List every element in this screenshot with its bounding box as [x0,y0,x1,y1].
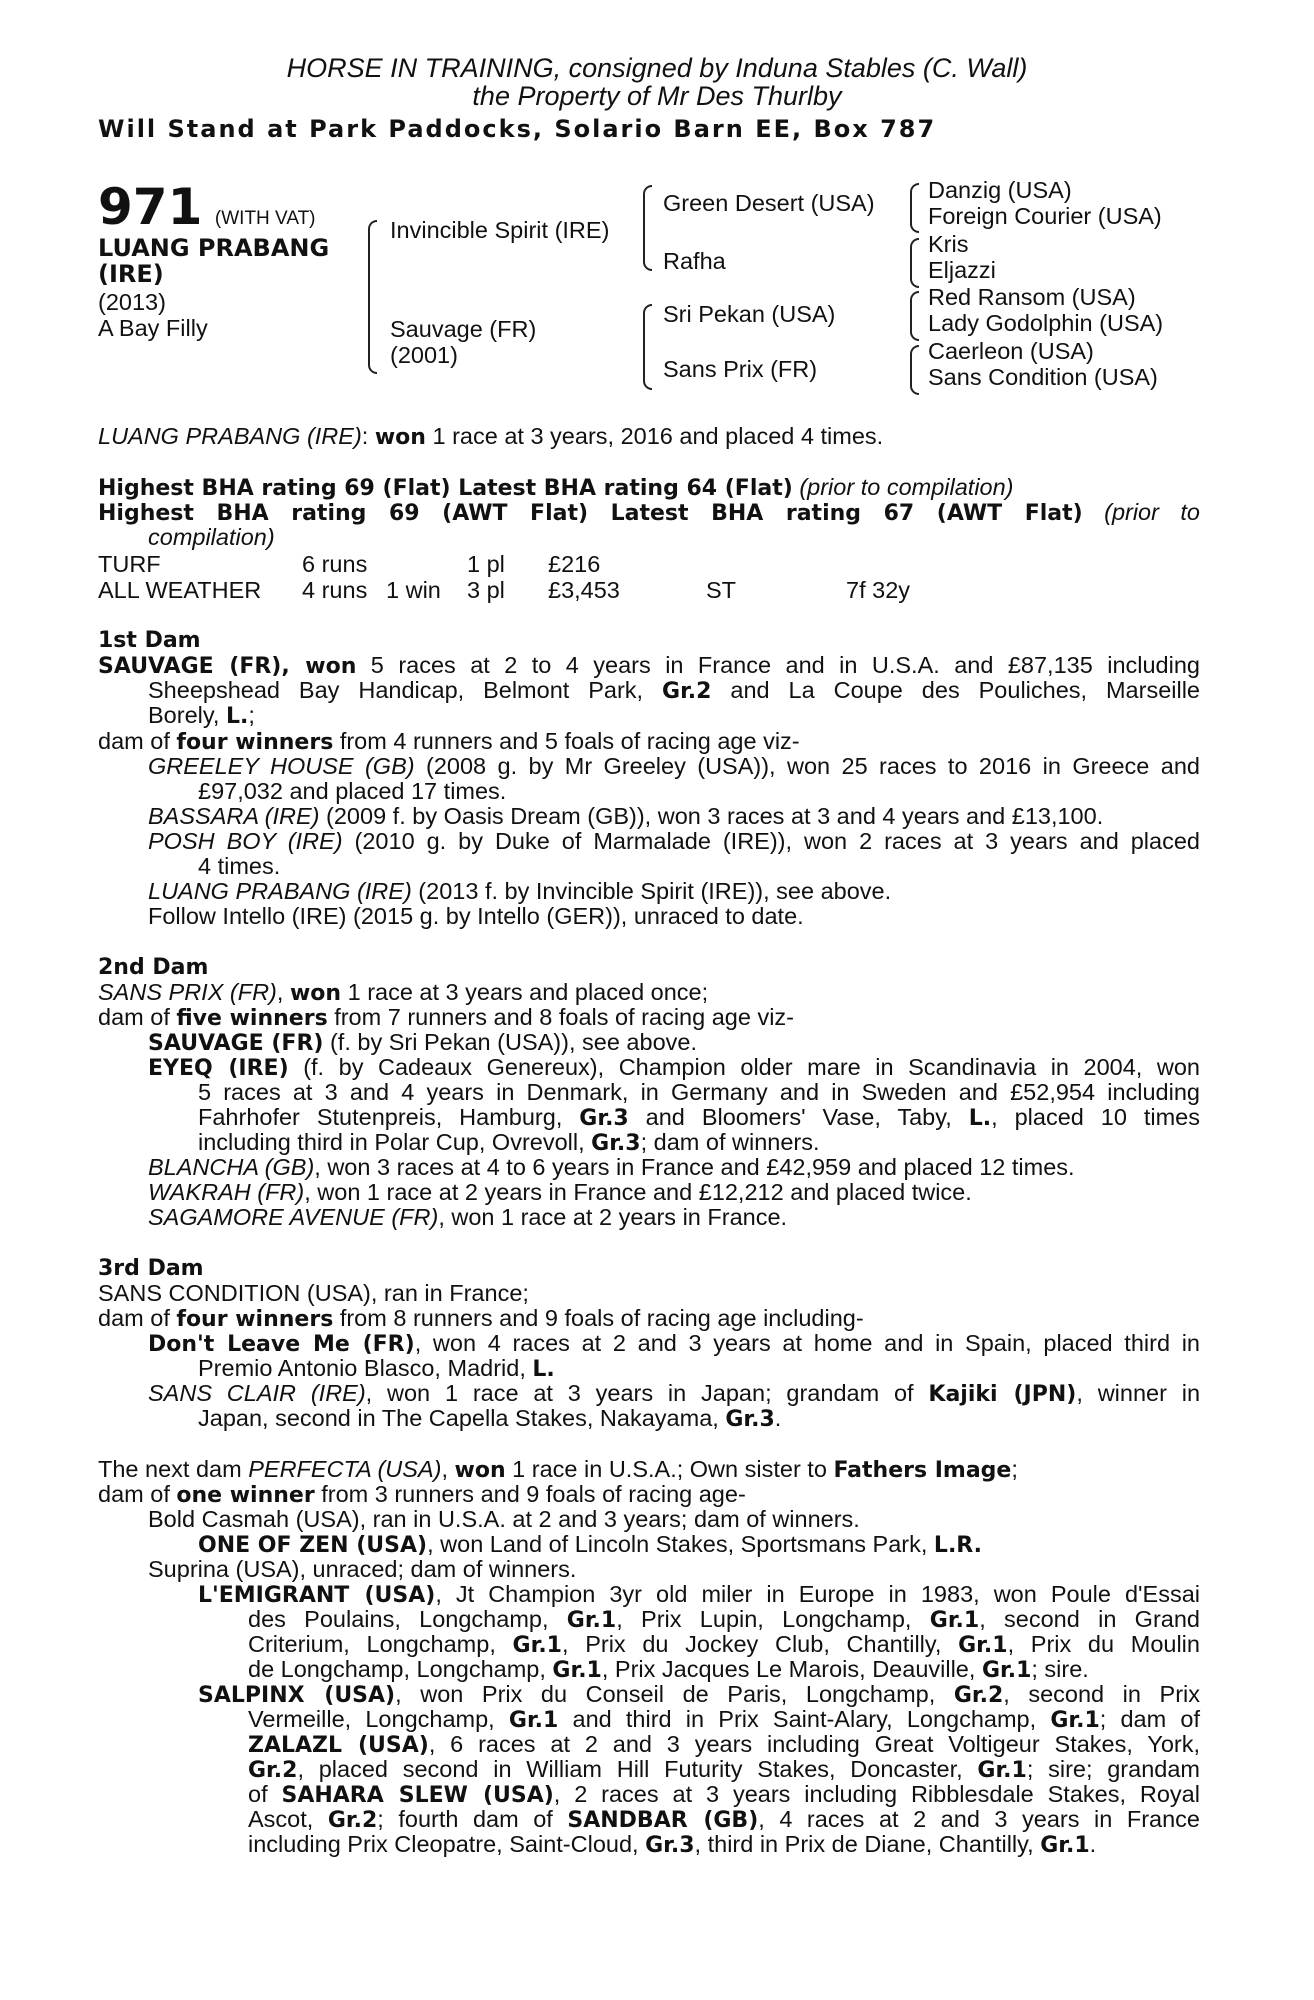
produce-entry: SAUVAGE (FR) (f. by Sri Pekan (USA)), see above. [148,1029,697,1056]
lot-number: 971 [98,178,203,236]
brace-dam-parents [643,304,652,390]
next-dam-line: The next dam PERFECTA (USA), won 1 race in U.S.A.; Own sister to Fathers Image; [98,1456,1018,1483]
sire-sire-sire: Danzig (USA) [928,177,1072,203]
aw-money: £3,453 [548,577,620,603]
dam-sire-dam: Lady Godolphin (USA) [928,310,1164,336]
third-dam-line: SANS CONDITION (USA), ran in France; [98,1280,529,1306]
dam: Sauvage (FR) [390,316,537,342]
brace-gp2 [910,238,919,288]
header-title: HORSE IN TRAINING, consigned by Induna Stables (C. Wall) [286,53,1028,83]
race-summary: LUANG PRABANG (IRE): won 1 race at 3 years, 2016 and placed 4 times. [98,423,884,450]
horse-name: LUANG PRABANG [98,234,330,262]
rating-flat: Highest BHA rating 69 (Flat) Latest BHA rating 64 (Flat) (prior to compilation) [98,474,1014,501]
produce-entry-cont: Japan, second in The Capella Stakes, Nakayama, Gr.3. [198,1405,782,1432]
aw-runs: 4 runs [302,577,368,603]
rating-awt: Highest BHA rating 69 (AWT Flat) Latest BHA rating 67 (AWT Flat) (prior to [98,499,1200,526]
produce-entry: POSH BOY (IRE) (2010 g. by Duke of Marmalade (IRE)), won 2 races at 3 years and placed [148,828,1200,854]
produce-entry-cont: Vermeille, Longchamp, Gr.1 and third in Prix Saint-Alary, Longchamp, Gr.1; dam of [248,1706,1200,1733]
produce-entry: Bold Casmah (USA), ran in U.S.A. at 2 and 3 years; dam of winners. [148,1506,860,1532]
produce-entry: EYEQ (IRE) (f. by Cadeaux Genereux), Champion older mare in Scandinavia in 2004, won [148,1054,1200,1081]
produce-entry: SAGAMORE AVENUE (FR), won 1 race at 2 years in France. [148,1204,788,1230]
produce-entry-cont: including Prix Cleopatre, Saint-Cloud, Gr.3, third in Prix de Diane, Chantilly, Gr.1. [248,1831,1097,1858]
header-owner: the Property of Mr Des Thurlby [472,81,842,111]
second-dam-produce-intro: dam of five winners from 7 runners and 8 foals of racing age viz- [98,1004,794,1031]
dam-dam-sire: Caerleon (USA) [928,338,1094,364]
third-dam-produce-intro: dam of four winners from 8 runners and 9 foals of racing age including- [98,1305,864,1332]
produce-entry-cont: des Poulains, Longchamp, Gr.1, Prix Lupin, Longchamp, Gr.1, second in Grand [248,1606,1200,1633]
brace-sire-parents [643,185,652,271]
third-dam-heading: 3rd Dam [98,1256,204,1281]
second-dam-heading: 2nd Dam [98,955,209,980]
produce-entry: LUANG PRABANG (IRE) (2013 f. by Invincible Spirit (IRE)), see above. [148,878,892,904]
produce-entry-cont: £97,032 and placed 17 times. [198,778,507,804]
sire: Invincible Spirit (IRE) [390,217,610,243]
produce-entry: ONE OF ZEN (USA), won Land of Lincoln Stakes, Sportsmans Park, L.R. [198,1531,983,1558]
first-dam-heading: 1st Dam [98,628,201,653]
produce-entry: SALPINX (USA), won Prix du Conseil de Paris, Longchamp, Gr.2, second in Prix [198,1681,1201,1708]
vat-note: (WITH VAT) [214,208,316,229]
aw-label: ALL WEATHER [98,577,262,603]
produce-entry: GREELEY HOUSE (GB) (2008 g. by Mr Greeley (USA)), won 25 races to 2016 in Greece and [148,753,1200,779]
header-stand: Will Stand at Park Paddocks, Solario Barn EE, Box 787 [98,115,937,143]
produce-entry-cont: 4 times. [198,853,281,879]
produce-entry-cont: Criterium, Longchamp, Gr.1, Prix du Jockey Club, Chantilly, Gr.1, Prix du Moulin [248,1631,1200,1658]
produce-entry: BLANCHA (GB), won 3 races at 4 to 6 years in France and £42,959 and placed 12 times. [148,1154,1075,1180]
produce-entry-cont: Fahrhofer Stutenpreis, Hamburg, Gr.3 and Bloomers' Vase, Taby, L., placed 10 times [198,1104,1201,1131]
produce-entry-cont: Premio Antonio Blasco, Madrid, L. [198,1355,555,1382]
rating-awt-cont: compilation) [148,524,275,550]
produce-entry-cont: Ascot, Gr.2; fourth dam of SANDBAR (GB), 4 races at 2 and 3 years in France [248,1806,1200,1833]
produce-entry-cont: Gr.2, placed second in William Hill Futurity Stakes, Doncaster, Gr.1; sire; grandam [248,1756,1200,1783]
produce-entry: SANS CLAIR (IRE), won 1 race at 3 years in Japan; grandam of Kajiki (JPN), winner in [148,1380,1201,1407]
aw-surface: ST [706,577,737,603]
produce-entry-cont: including third in Polar Cup, Ovrevoll, Gr.3; dam of winners. [198,1129,820,1156]
sire-dam-sire: Kris [928,231,969,257]
brace-gp1 [910,183,919,233]
dam-dam-dam: Sans Condition (USA) [928,364,1158,390]
sire-sire-dam: Foreign Courier (USA) [928,203,1162,229]
produce-entry: L'EMIGRANT (USA), Jt Champion 3yr old miler in Europe in 1983, won Poule d'Essai [198,1581,1201,1608]
aw-distance: 7f 32y [846,577,911,603]
lot-heading [98,178,316,236]
produce-entry: Follow Intello (IRE) (2015 g. by Intello (GER)), unraced to date. [148,903,804,929]
dam-sire: Sri Pekan (USA) [663,301,836,327]
turf-label: TURF [98,551,161,577]
brace-parents [368,220,377,374]
next-dam-produce-intro: dam of one winner from 3 runners and 9 foals of racing age- [98,1481,746,1508]
sire-dam: Rafha [663,248,726,274]
produce-entry: Don't Leave Me (FR), won 4 races at 2 and 3 years at home and in Spain, placed third in [148,1330,1200,1357]
second-dam-line: SANS PRIX (FR), won 1 race at 3 years and placed once; [98,979,709,1006]
turf-placed: 1 pl [467,551,505,577]
sire-dam-dam: Eljazzi [928,257,996,283]
foaling-year: (2013) [98,289,166,315]
produce-entry-cont: de Longchamp, Longchamp, Gr.1, Prix Jacques Le Marois, Deauville, Gr.1; sire. [248,1656,1089,1683]
turf-runs: 6 runs [302,551,368,577]
produce-entry-cont: 5 races at 3 and 4 years in Denmark, in Germany and in Sweden and £52,954 including [198,1079,1200,1105]
dam-year: (2001) [390,342,458,368]
aw-placed: 3 pl [467,577,505,603]
brace-gp3 [910,291,919,341]
brace-gp4 [910,345,919,395]
first-dam-line: Borely, L.; [148,702,255,729]
produce-entry-cont: of SAHARA SLEW (USA), 2 races at 3 years including Ribblesdale Stakes, Royal [248,1781,1200,1808]
produce-entry: WAKRAH (FR), won 1 race at 2 years in France and £12,212 and placed twice. [148,1179,972,1205]
first-dam-line: SAUVAGE (FR), won 5 races at 2 to 4 years in France and in U.S.A. and £87,135 including [98,652,1200,679]
dam-dam: Sans Prix (FR) [663,356,818,382]
horse-suffix: (IRE) [98,260,164,288]
dam-sire-sire: Red Ransom (USA) [928,284,1136,310]
produce-entry: BASSARA (IRE) (2009 f. by Oasis Dream (GB)), won 3 races at 3 and 4 years and £13,100. [148,803,1104,829]
aw-wins: 1 win [386,577,441,603]
sire-sire: Green Desert (USA) [663,190,875,216]
first-dam-produce-intro: dam of four winners from 4 runners and 5 foals of racing age viz- [98,728,800,755]
turf-money: £216 [548,551,601,577]
horse-description: A Bay Filly [98,315,208,341]
produce-entry: Suprina (USA), unraced; dam of winners. [148,1556,577,1582]
first-dam-line: Sheepshead Bay Handicap, Belmont Park, Gr.2 and La Coupe des Pouliches, Marseille [148,677,1201,704]
produce-entry-cont: ZALAZL (USA), 6 races at 2 and 3 years including Great Voltigeur Stakes, York, [248,1731,1200,1758]
